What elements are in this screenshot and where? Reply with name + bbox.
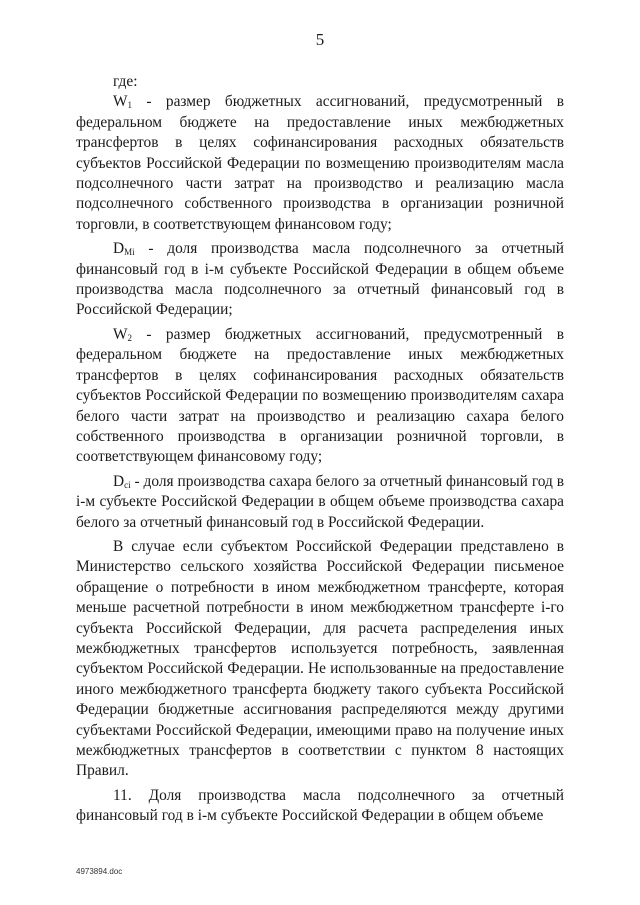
footer-filename: 4973894.doc: [76, 867, 123, 876]
symbol-dci: $D_{ci}$: [113, 472, 131, 490]
intro-text: где:: [113, 73, 138, 90]
symbol-w2: $W_2$: [113, 325, 133, 343]
paragraph-11: 11. Доля производства масла подсолнечного за отчетный финансовый год в i-м субъекте Российской Федерации в общем объеме: [76, 786, 564, 825]
definition-dci: $D_{ci}$ - доля производства сахара белого за отчетный финансовый год в i-м субъекте Российской Федерации в общем объеме производства сахара белого за отчетный финансовый год в Российской Федерации.: [76, 472, 564, 531]
page-number: 5: [315, 30, 325, 49]
definition-w2: $W_2$ - размер бюджетных ассигнований, предусмотренный в федеральном бюджете на предоставление иных межбюджетных трансфертов в целях софинансирования расходных обязательств субъектов Российской Федерации по возмещению производителям сахара белого части затрат на производство и реализацию сахара белого собственного производства в организации розничной торговли, в соответствующем финансовому году;: [76, 325, 564, 466]
symbol-dmi: $D_{Mi}$: [113, 240, 135, 258]
definition-dmi: $D_{Mi}$ - доля производства масла подсолнечного за отчетный финансовый год в i-м субъекте Российской Федерации в общем объеме производства масла подсолнечного за отчетный финансовый год в Российской Федерации;: [76, 240, 564, 319]
paragraph-case: В случае если субъектом Российской Федерации представлено в Министерство сельского хозяйства Российской Федерации письменое обращение о потребности в ином межбюджетном трансферте, которая меньше расчетной потребности в ином межбюджетном трансферте i-го субъекта Российской Федерации, для расчета распределения иных межбюджетных трансфертов используется потребность, заявленная субъектом Российской Федерации. Не использованные на предоставление иного межбюджетного трансферта бюджету такого субъекта Российской Федерации бюджетные ассигнования распределяются между другими субъектами Российской Федерации, имеющими право на получение иных межбюджетных трансфертов в соответствии с пунктом 8 настоящих Правил.: [76, 537, 564, 780]
definition-w1: $W_1$ - размер бюджетных ассигнований, предусмотренный в федеральном бюджете на предоставление иных межбюджетных трансфертов в целях софинансирования расходных обязательств субъектов Российской Федерации по возмещению производителям масла подсолнечного части затрат на производство и реализацию масла подсолнечного собственного производства в организации розничной торговли, в соответствующем финансовом году;: [76, 93, 564, 233]
document-body: [76, 72, 564, 827]
symbol-w1: $W_1$: [113, 93, 133, 111]
